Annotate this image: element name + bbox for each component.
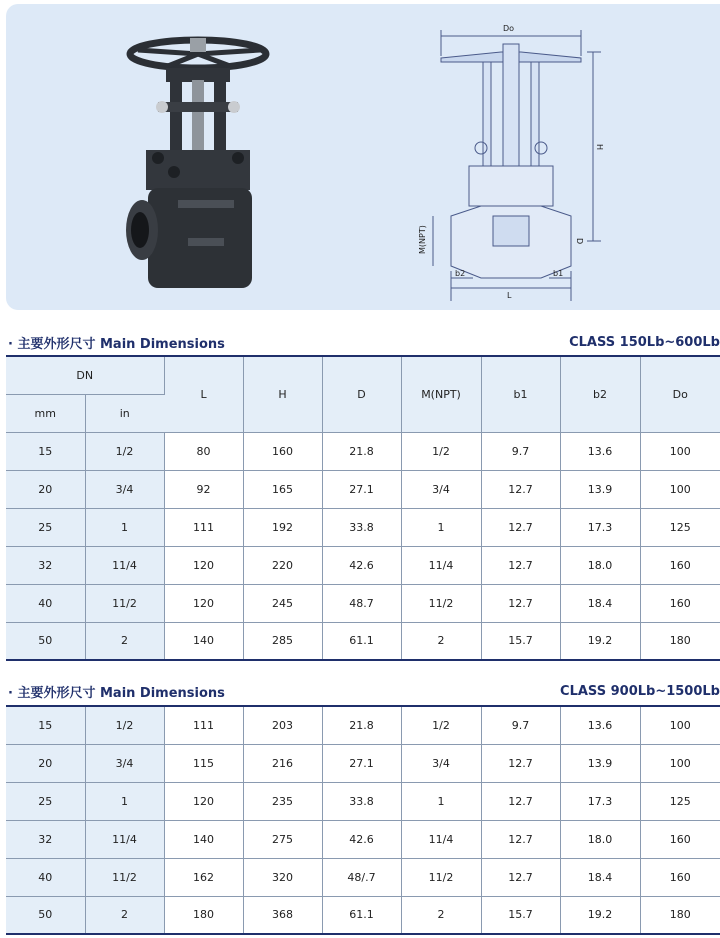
cell-dn-in: 3/4 bbox=[85, 470, 164, 508]
table-row bbox=[6, 432, 720, 470]
m-label: M(NPT) bbox=[418, 225, 427, 254]
cell-l: 115 bbox=[164, 744, 243, 782]
cell-dn-in: 11/4 bbox=[85, 820, 164, 858]
cell-dn-mm: 25 bbox=[6, 782, 85, 820]
cell-l: 120 bbox=[164, 584, 243, 622]
table-row bbox=[6, 820, 720, 858]
cell-do: 180 bbox=[640, 896, 720, 934]
cell-b2: 13.6 bbox=[560, 706, 640, 744]
cell-d: 42.6 bbox=[322, 546, 401, 584]
cell-dn-mm: 50 bbox=[6, 622, 85, 660]
cell-h: 285 bbox=[243, 622, 322, 660]
cell-m-npt: 11/2 bbox=[401, 858, 481, 896]
cell-d: 27.1 bbox=[322, 470, 401, 508]
cell-dn-mm: 15 bbox=[6, 432, 85, 470]
cell-h: 320 bbox=[243, 858, 322, 896]
cell-do: 160 bbox=[640, 820, 720, 858]
b1-label: b1 bbox=[553, 269, 564, 278]
h-label: H bbox=[595, 144, 604, 151]
cell-b2: 13.6 bbox=[560, 432, 640, 470]
cell-d: 48.7 bbox=[322, 584, 401, 622]
cell-dn-mm: 32 bbox=[6, 546, 85, 584]
cell-do: 100 bbox=[640, 470, 720, 508]
cell-dn-mm: 20 bbox=[6, 470, 85, 508]
table-row bbox=[6, 470, 720, 508]
b2-header: b2 bbox=[560, 356, 640, 432]
cell-dn-in: 1/2 bbox=[85, 706, 164, 744]
cell-d: 21.8 bbox=[322, 432, 401, 470]
table-row bbox=[6, 706, 720, 744]
cell-l: 111 bbox=[164, 706, 243, 744]
cell-do: 160 bbox=[640, 546, 720, 584]
cell-do: 125 bbox=[640, 782, 720, 820]
cell-b2: 18.0 bbox=[560, 820, 640, 858]
table-row bbox=[6, 508, 720, 546]
cell-b2: 17.3 bbox=[560, 508, 640, 546]
cell-l: 140 bbox=[164, 820, 243, 858]
cell-d: 61.1 bbox=[322, 896, 401, 934]
cell-b1: 12.7 bbox=[481, 858, 560, 896]
cell-b2: 13.9 bbox=[560, 744, 640, 782]
cell-b1: 12.7 bbox=[481, 508, 560, 546]
mm-header: mm bbox=[6, 394, 85, 432]
b2-label: b2 bbox=[455, 269, 466, 278]
cell-m-npt: 11/4 bbox=[401, 546, 481, 584]
cell-do: 100 bbox=[640, 744, 720, 782]
cell-l: 162 bbox=[164, 858, 243, 896]
dimensions-table-900-1500 bbox=[6, 705, 720, 935]
h-header: H bbox=[243, 356, 322, 432]
table-row bbox=[6, 546, 720, 584]
cell-m-npt: 1/2 bbox=[401, 706, 481, 744]
cell-d: 61.1 bbox=[322, 622, 401, 660]
cell-l: 111 bbox=[164, 508, 243, 546]
cell-b1: 9.7 bbox=[481, 432, 560, 470]
cell-dn-in: 2 bbox=[85, 622, 164, 660]
cell-dn-in: 3/4 bbox=[85, 744, 164, 782]
cell-b1: 15.7 bbox=[481, 622, 560, 660]
cell-d: 48/.7 bbox=[322, 858, 401, 896]
table-row bbox=[6, 622, 720, 660]
table-row bbox=[6, 584, 720, 622]
cell-do: 160 bbox=[640, 858, 720, 896]
in-header: in bbox=[85, 394, 164, 432]
table-row bbox=[6, 896, 720, 934]
table-row bbox=[6, 744, 720, 782]
section2-class-label: CLASS 900Lb~1500Lb bbox=[560, 684, 720, 699]
dn-header: DN bbox=[6, 356, 164, 394]
section1-class-label: CLASS 150Lb~600Lb bbox=[569, 335, 720, 350]
cell-dn-in: 11/2 bbox=[85, 858, 164, 896]
cell-h: 220 bbox=[243, 546, 322, 584]
cell-b2: 18.4 bbox=[560, 584, 640, 622]
cell-do: 100 bbox=[640, 706, 720, 744]
cell-h: 203 bbox=[243, 706, 322, 744]
cell-dn-mm: 25 bbox=[6, 508, 85, 546]
cell-dn-in: 2 bbox=[85, 896, 164, 934]
dimensions-table-150-600 bbox=[6, 355, 720, 661]
cell-h: 160 bbox=[243, 432, 322, 470]
cell-b1: 12.7 bbox=[481, 584, 560, 622]
cell-dn-mm: 20 bbox=[6, 744, 85, 782]
cell-h: 245 bbox=[243, 584, 322, 622]
table-row bbox=[6, 858, 720, 896]
cell-m-npt: 3/4 bbox=[401, 470, 481, 508]
m-npt-header: M(NPT) bbox=[401, 356, 481, 432]
cell-dn-mm: 40 bbox=[6, 584, 85, 622]
cell-b2: 17.3 bbox=[560, 782, 640, 820]
d-header: D bbox=[322, 356, 401, 432]
do-label: Do bbox=[503, 24, 515, 33]
cell-m-npt: 1/2 bbox=[401, 432, 481, 470]
l-header: L bbox=[164, 356, 243, 432]
cell-do: 100 bbox=[640, 432, 720, 470]
table-row bbox=[6, 782, 720, 820]
cell-b2: 18.4 bbox=[560, 858, 640, 896]
cell-b1: 15.7 bbox=[481, 896, 560, 934]
cell-m-npt: 1 bbox=[401, 508, 481, 546]
cell-d: 21.8 bbox=[322, 706, 401, 744]
cell-b2: 19.2 bbox=[560, 622, 640, 660]
cell-b1: 9.7 bbox=[481, 706, 560, 744]
cell-do: 125 bbox=[640, 508, 720, 546]
cell-dn-in: 1 bbox=[85, 508, 164, 546]
dimension-drawing bbox=[411, 16, 611, 306]
cell-b1: 12.7 bbox=[481, 546, 560, 584]
cell-dn-mm: 15 bbox=[6, 706, 85, 744]
cell-h: 192 bbox=[243, 508, 322, 546]
cell-dn-in: 1 bbox=[85, 782, 164, 820]
cell-h: 275 bbox=[243, 820, 322, 858]
cell-l: 120 bbox=[164, 782, 243, 820]
d-label: D bbox=[575, 238, 584, 245]
cell-l: 92 bbox=[164, 470, 243, 508]
product-illustration-panel bbox=[6, 4, 720, 310]
cell-do: 160 bbox=[640, 584, 720, 622]
cell-m-npt: 1 bbox=[401, 782, 481, 820]
table2-body bbox=[6, 706, 720, 934]
section2-title: · 主要外形尺寸 Main Dimensions bbox=[8, 686, 225, 701]
cell-b1: 12.7 bbox=[481, 820, 560, 858]
cell-d: 42.6 bbox=[322, 820, 401, 858]
cell-do: 180 bbox=[640, 622, 720, 660]
cell-l: 120 bbox=[164, 546, 243, 584]
cell-b1: 12.7 bbox=[481, 744, 560, 782]
cell-h: 368 bbox=[243, 896, 322, 934]
do-header: Do bbox=[640, 356, 720, 432]
cell-d: 27.1 bbox=[322, 744, 401, 782]
cell-b2: 19.2 bbox=[560, 896, 640, 934]
cell-b1: 12.7 bbox=[481, 782, 560, 820]
cell-dn-mm: 50 bbox=[6, 896, 85, 934]
cell-m-npt: 3/4 bbox=[401, 744, 481, 782]
l-label: L bbox=[507, 291, 512, 300]
cell-h: 235 bbox=[243, 782, 322, 820]
cell-dn-in: 1/2 bbox=[85, 432, 164, 470]
cell-m-npt: 2 bbox=[401, 622, 481, 660]
cell-dn-in: 11/2 bbox=[85, 584, 164, 622]
cell-m-npt: 2 bbox=[401, 896, 481, 934]
cell-d: 33.8 bbox=[322, 782, 401, 820]
cell-l: 180 bbox=[164, 896, 243, 934]
cell-dn-mm: 40 bbox=[6, 858, 85, 896]
section1-title: · 主要外形尺寸 Main Dimensions bbox=[8, 337, 225, 352]
table1-body bbox=[6, 432, 720, 660]
cell-b2: 18.0 bbox=[560, 546, 640, 584]
cell-dn-in: 11/4 bbox=[85, 546, 164, 584]
cell-b1: 12.7 bbox=[481, 470, 560, 508]
cell-m-npt: 11/2 bbox=[401, 584, 481, 622]
cell-m-npt: 11/4 bbox=[401, 820, 481, 858]
gate-valve-photo bbox=[118, 32, 283, 297]
cell-dn-mm: 32 bbox=[6, 820, 85, 858]
cell-b2: 13.9 bbox=[560, 470, 640, 508]
cell-l: 140 bbox=[164, 622, 243, 660]
cell-h: 216 bbox=[243, 744, 322, 782]
cell-h: 165 bbox=[243, 470, 322, 508]
b1-header: b1 bbox=[481, 356, 560, 432]
cell-l: 80 bbox=[164, 432, 243, 470]
cell-d: 33.8 bbox=[322, 508, 401, 546]
